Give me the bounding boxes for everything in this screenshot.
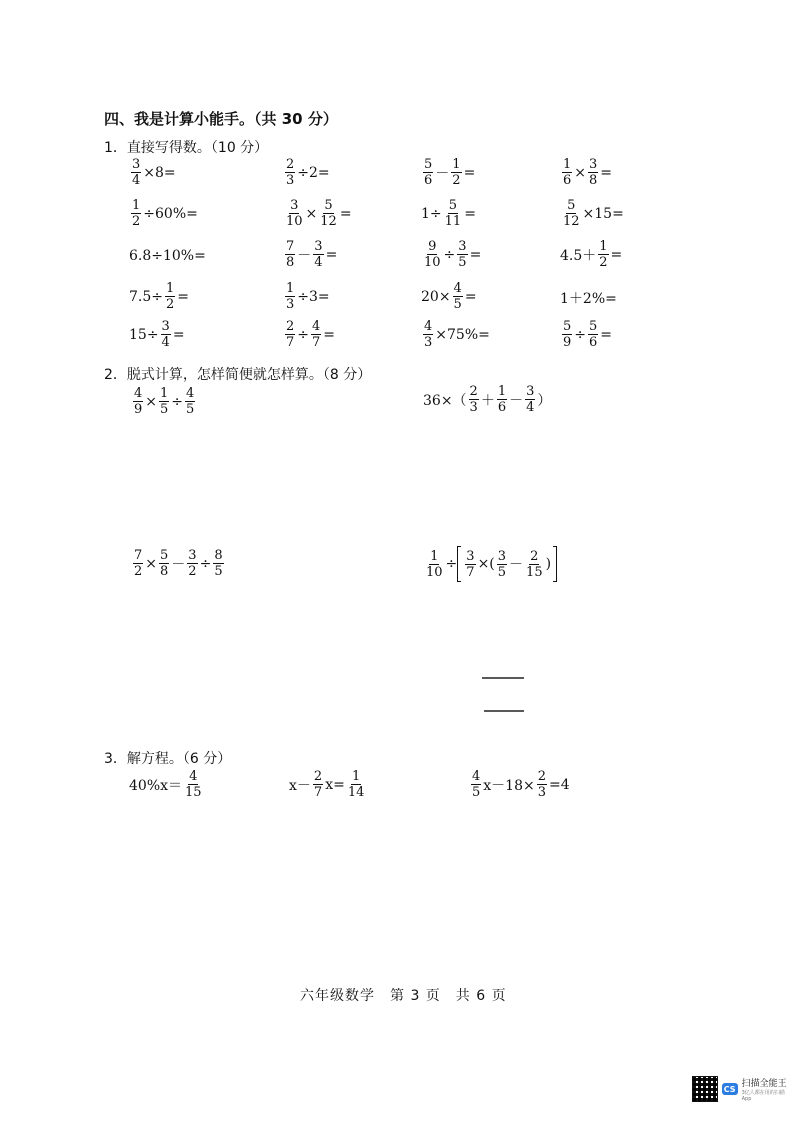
problem-r2c3: 1÷ $\frac{5}{11}$ = [421,198,476,229]
qr-code-icon [692,1076,718,1102]
scan-mark [484,710,524,712]
equation-1: 40%x＝ $\frac{4}{15}$ [129,769,202,800]
part2-heading: 2．脱式计算，怎样简便就怎样算。（8 分） [104,367,372,383]
equation-3: $\frac{4}{5}$ x－18× $\frac{2}{3}$ =4 [472,769,570,800]
problem-r1c2: $\frac{2}{3}$ ÷2= [286,157,330,188]
problem-r3c3: $\frac{9}{10}$ ÷ $\frac{3}{5}$ = [424,239,482,270]
problem-r4c4: 1＋2%= [560,291,617,307]
scanner-app-name: 扫描全能王 [741,1079,787,1089]
page-footer: 六年级数学 第 3 页 共 6 页 [300,988,507,1004]
calc-expression-2: 36×（ $\frac{2}{3}$ ＋ $\frac{1}{6}$ － $\frac{3}{4}$ ） [423,384,552,415]
problem-r2c4: $\frac{5}{12}$ ×15= [563,198,624,229]
equation-2: x－ $\frac{2}{7}$ x= $\frac{1}{14}$ [289,769,365,800]
calc-expression-1: $\frac{4}{9}$ × $\frac{1}{5}$ ÷ $\frac{4}{5}$ [134,386,195,417]
left-bracket [457,546,461,582]
problem-r2c1: $\frac{1}{2}$ ÷60%= [132,198,198,229]
scan-mark [482,677,524,679]
cs-logo: CS [722,1083,738,1095]
problem-r1c3: $\frac{5}{6}$ － $\frac{1}{2}$ = [424,157,476,188]
calc-expression-4: $\frac{1}{10}$ ÷ $\frac{3}{7}$ ×( $\frac{3}{5}$ － $\frac{2}{15}$ ) [423,546,557,582]
problem-r5c2: $\frac{2}{7}$ ÷ $\frac{4}{7}$ = [286,319,336,350]
calc-expression-3: $\frac{7}{2}$ × $\frac{5}{8}$ － $\frac{3}{2}$ ÷ $\frac{8}{5}$ [134,548,223,579]
problem-r4c1: 7.5÷ $\frac{1}{2}$ = [129,281,190,312]
part1-heading: 1．直接写得数。（10 分） [104,140,269,156]
problem-r3c2: $\frac{7}{8}$ － $\frac{3}{4}$ = [286,239,338,270]
part3-heading: 3．解方程。（6 分） [104,751,232,767]
problem-r4c3: 20× $\frac{4}{5}$ = [421,281,477,312]
problem-r2c2: $\frac{3}{10}$ × $\frac{5}{12}$ = [286,198,352,229]
right-bracket [553,546,557,582]
problem-r5c1: 15÷ $\frac{3}{4}$ = [129,319,185,350]
problem-r4c2: $\frac{1}{3}$ ÷3= [286,281,330,312]
scanner-watermark [692,1076,794,1102]
problem-r5c4: $\frac{5}{9}$ ÷ $\frac{5}{6}$ = [563,319,613,350]
problem-r1c1: $\frac{3}{4}$ ×8= [132,157,176,188]
scanner-app-tagline: 3亿人都在用的扫描App [741,1090,785,1102]
section-title: 四、我是计算小能手。（共 30 分） [104,110,338,128]
problem-r1c4: $\frac{1}{6}$ × $\frac{3}{8}$ = [563,157,613,188]
problem-r3c4: 4.5＋ $\frac{1}{2}$ = [560,239,623,270]
problem-r5c3: $\frac{4}{3}$ ×75%= [424,319,490,350]
problem-r3c1: 6.8÷10%= [129,248,206,264]
